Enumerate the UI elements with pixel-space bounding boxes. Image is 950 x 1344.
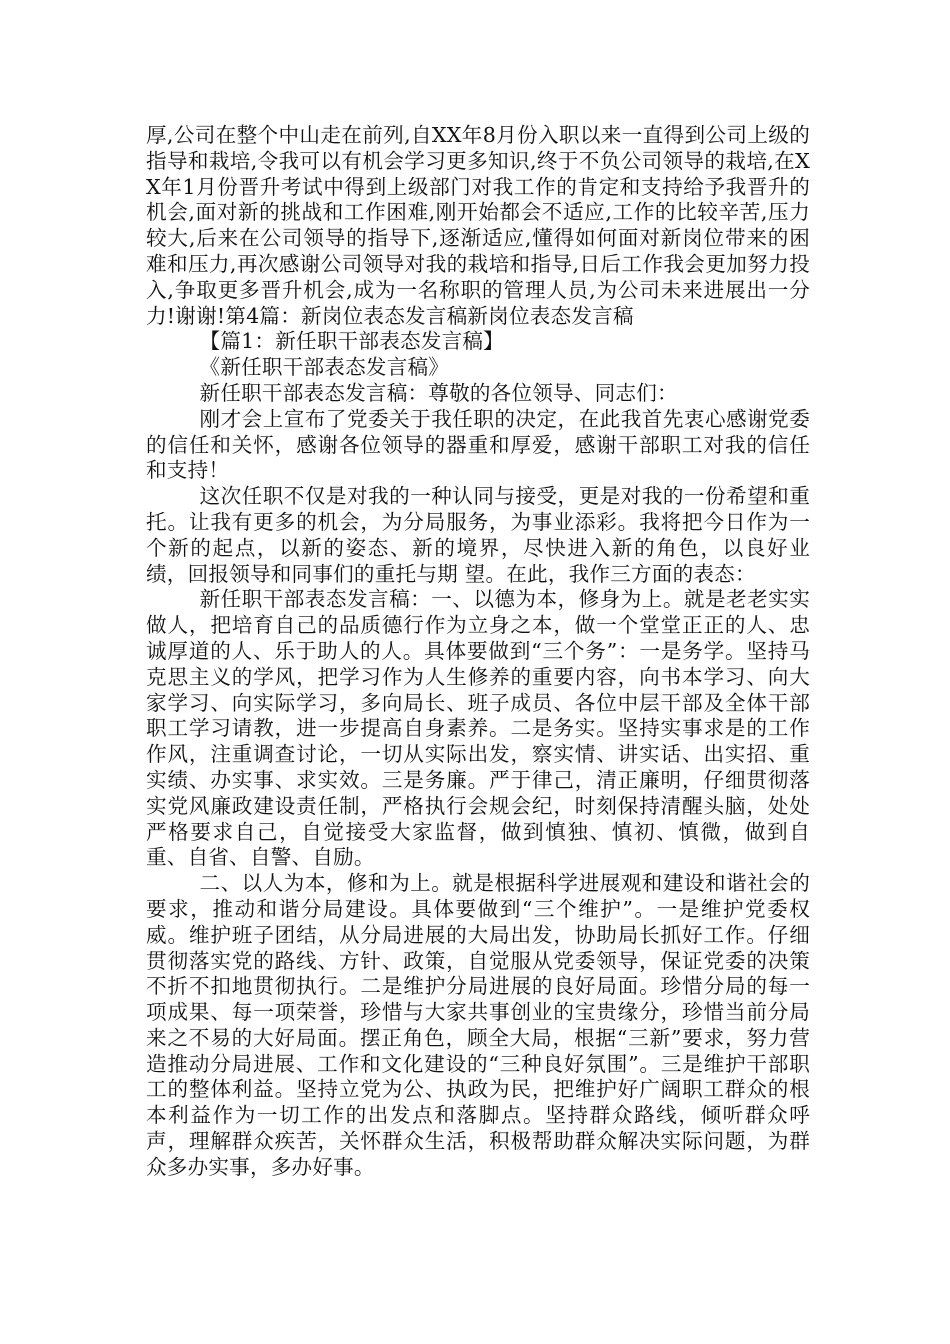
- paragraph-commitment: 这次任职不仅是对我的一种认同与接受，更是对我的一份希望和重托。让我有更多的机会，为分局服务，为事业添彩。我将把今日作为一个新的起点，以新的姿态、新的境界，尽快进入新的角色，以良好业绩，回报领导和同事们的重托与期 望。在此，我作三方面的表态：: [146, 484, 810, 586]
- paragraph-point-one: 新任职干部表态发言稿：一、以德为本，修身为上。就是老老实实做人，把培育自己的品质德行作为立身之本，做一个堂堂正正的人、忠诚厚道的人、乐于助人的人。具体要做到“三个务”：一是务学。坚持马克思主义的学风，把学习作为人生修养的重要内容，向书本学习、向大家学习、向实际学习，多向局长、班子成员、各位中层干部及全体干部职工学习请教，进一步提高自身素养。二是务实。坚持实事求是的工作作风，注重调查讨论，一切从实际出发，察实情、讲实话、出实招、重实绩、办实事、求实效。三是务廉。严于律己，清正廉明，仔细贯彻落实党风廉政建设责任制，严格执行会规会纪，时刻保持清醒头脑，处处严格要求自己，自觉接受大家监督，做到慎独、慎初、慎微，做到自重、自省、自警、自励。: [146, 587, 810, 870]
- document-body: [146, 123, 810, 1181]
- paragraph-thanks: 刚才会上宣布了党委关于我任职的决定，在此我首先衷心感谢党委的信任和关怀，感谢各位领导的器重和厚爱，感谢干部职工对我的信任和支持！: [146, 406, 810, 483]
- paragraph-point-two: 二、以人为本，修和为上。就是根据科学进展观和建设和谐社会的要求，推动和谐分局建设。具体要做到“三个维护”。一是维护党委权威。维护班子团结，从分局进展的大局出发，协助局长抓好工作。仔细贯彻落实党的路线、方针、政策，自觉服从党委领导，保证党委的决策不折不扣地贯彻执行。二是维护分局进展的良好局面。珍惜分局的每一项成果、每一项荣誉，珍惜与大家共事创业的宝贵缘分，珍惜当前分局来之不易的大好局面。摆正角色，顾全大局，根据“三新”要求，努力营造推动分局进展、工作和文化建设的“三种良好氛围”。三是维护干部职工的整体利益。坚持立党为公、执政为民，把维护好广阔职工群众的根本利益作为一切工作的出发点和落脚点。坚持群众路线，倾听群众呼声，理解群众疾苦，关怀群众生活，积极帮助群众解决实际问题，为群众多办实事，多办好事。: [146, 871, 810, 1179]
- document-title: 《新任职干部表态发言稿》: [199, 355, 450, 380]
- salutation: 新任职干部表态发言稿：尊敬的各位领导、同志们：: [199, 380, 678, 405]
- section-heading: 【篇1：新任职干部表态发言稿】: [199, 329, 504, 354]
- paragraph-continuation: 厚,公司在整个中山走在前列,自XX年8月份入职以来一直得到公司上级的指导和栽培,令我可以有机会学习更多知识,终于不负公司领导的栽培,在XX年1月份晋升考试中得到上级部门对我工作的肯定和支持给予我晋升的机会,面对新的挑战和工作困难,刚开始都会不适应,工作的比较辛苦,压力较大,后来在公司领导的指导下,逐渐适应,懂得如何面对新岗位带来的困难和压力,再次感谢公司领导对我的栽培和指导,日后工作我会更加努力投入,争取更多晋升机会,成为一名称职的管理人员,为公司未来进展出一分力!谢谢!第4篇：新岗位表态发言稿新岗位表态发言稿: [146, 123, 810, 328]
